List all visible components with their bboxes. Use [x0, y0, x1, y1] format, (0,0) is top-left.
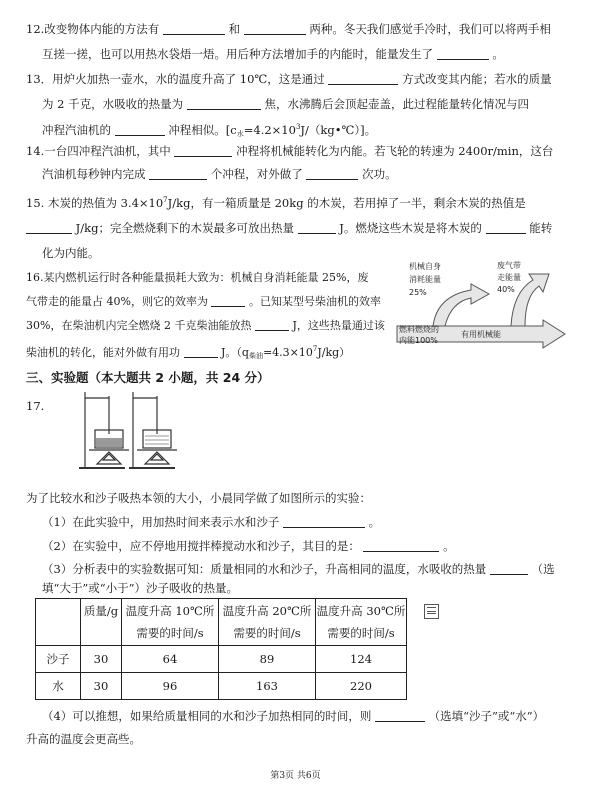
answer-blank[interactable] — [306, 167, 358, 180]
table-cell-t10: 64 — [122, 646, 219, 673]
table-cell-mass: 30 — [81, 646, 122, 673]
answer-blank[interactable] — [490, 562, 528, 575]
table-cell-t10: 96 — [122, 673, 219, 700]
answer-blank[interactable] — [174, 144, 232, 157]
table-cell-mass: 30 — [81, 673, 122, 700]
q17-part2: （2）在实验中，应不停地用搅拌棒搅动水和沙子，其目的是： 。 — [42, 539, 455, 553]
table-cell-t20: 163 — [219, 673, 316, 700]
q17-part3-line1: （3）分析表中的实验数据可知：质量相同的水和沙子，升高相同的温度，水吸收的热量 （选 — [42, 562, 555, 576]
q12-line1: 12.改变物体内能的方法有 和 两种。冬天我们感觉手冷时，我们可以将两手相 — [26, 22, 551, 36]
q15-line3: 化为内能。 — [42, 246, 100, 260]
answer-blank[interactable] — [244, 22, 306, 35]
table-cell-t20: 89 — [219, 646, 316, 673]
exhaust-loss-label-1: 废气带 — [497, 261, 521, 270]
answer-blank[interactable] — [298, 221, 336, 234]
page-footer: 第3页 共6页 — [270, 771, 321, 781]
q13-line3: 冲程汽油机的 冲程相似。$[c_水=4.2\times 10^3J/(kg•℃)]$。 — [42, 123, 377, 138]
exhaust-loss-label-3: 40% — [497, 285, 515, 294]
table-cell-t30: 220 — [316, 673, 407, 700]
answer-blank[interactable] — [163, 22, 225, 35]
fuel-energy-label-2: 内能100% — [399, 336, 438, 345]
q15-line2: J/kg；完全燃烧剩下的木炭最多可放出热量 J。燃烧这些木炭是将木炭的 能转 — [26, 220, 552, 236]
mechanical-loss-label-3: 25% — [409, 288, 427, 297]
exhaust-loss-label-2: 走能量 — [497, 273, 521, 282]
table-cell-material: 水 — [36, 673, 81, 700]
table-header-t10: 温度升高 10℃所 需要的时间/s — [122, 599, 219, 646]
q17-part4-line1: （4）可以推想，如果给质量相同的水和沙子加热相同的时间，则 （选填“沙子”或“水”） — [42, 709, 545, 723]
table-corner-cell — [36, 599, 81, 646]
mechanical-loss-label-1: 机械自身 — [409, 262, 441, 271]
table-cell-material: 沙子 — [36, 646, 81, 673]
q17-number: 17. — [26, 399, 45, 413]
experiment-data-table — [35, 598, 407, 700]
fuel-energy-label-1: 燃料燃烧的 — [399, 325, 439, 334]
table-row — [36, 646, 407, 673]
section-heading: 三、实验题（本大题共 2 小题，共 24 分） — [26, 370, 270, 385]
table-header-row — [36, 599, 407, 646]
q13-line1: 13．用炉火加热一壶水，水的温度升高了 10℃，这是通过 方式改变其内能；若水的质量 — [26, 72, 552, 86]
answer-blank[interactable] — [363, 539, 439, 552]
answer-blank[interactable] — [283, 515, 365, 528]
q14-line2: 汽油机每秒钟内完成 个冲程，对外做了 次功。 — [42, 167, 397, 181]
answer-blank[interactable] — [211, 294, 245, 307]
answer-blank[interactable] — [437, 47, 489, 60]
table-header-mass: 质量/g — [81, 599, 122, 646]
q13-line2: 为 2 千克，水吸收的热量为 焦，水沸腾后会顶起壶盖，此过程能量转化情况与四 — [42, 97, 529, 111]
table-row — [36, 673, 407, 700]
table-header-t20: 温度升高 20℃所 需要的时间/s — [219, 599, 316, 646]
q16-line2: 气带走的能量占 40%，则它的效率为 。已知某型号柴油机的效率 — [26, 295, 381, 308]
answer-blank[interactable] — [115, 123, 165, 136]
q16-line1: 16.某内燃机运行时各种能量损耗大致为：机械自身消耗能量 25%，废 — [26, 271, 369, 284]
useful-energy-label: 有用机械能 — [461, 330, 501, 339]
q17-intro: 为了比较水和沙子吸热本领的大小，小晨同学做了如图所示的实验： — [26, 491, 371, 505]
answer-blank[interactable] — [375, 709, 425, 722]
table-cell-t30: 124 — [316, 646, 407, 673]
q16-line4: 柴油机的转化，能对外做有用功 J。$(q_{柴油}=4.3\times 10^7J/kg)$ — [26, 345, 351, 360]
heating-apparatus-illustration — [75, 390, 179, 478]
q14-line1: 14.一台四冲程汽油机，其中 冲程将机械能转化为内能。若飞轮的转速为 2400r/min，这台 — [26, 144, 554, 158]
table-header-t30: 温度升高 30℃所 需要的时间/s — [316, 599, 407, 646]
q17-part3-line2: 填“大于”或“小于”）沙子吸收的热量。 — [42, 581, 239, 595]
energy-flow-diagram — [393, 256, 573, 352]
table-expand-icon[interactable] — [424, 604, 439, 619]
answer-blank[interactable] — [26, 221, 72, 234]
q16-line3: 30%，在柴油机内完全燃烧 2 千克柴油能放热 J，这些热量通过该 — [26, 319, 385, 332]
q15-line1: 15. 木炭的热值为 $3.4\times 10^7J/kg$，有一箱质量是 20kg 的木炭，若用掉了一半，剩余木炭的热值是 — [26, 196, 526, 210]
q17-part1: （1）在此实验中，用加热时间来表示水和沙子 。 — [42, 515, 381, 529]
answer-blank[interactable] — [149, 167, 207, 180]
mechanical-loss-arrow — [433, 284, 489, 326]
answer-blank[interactable] — [486, 221, 526, 234]
answer-blank[interactable] — [255, 318, 289, 331]
answer-blank[interactable] — [184, 345, 218, 358]
mechanical-loss-label-2: 消耗能量 — [409, 275, 441, 284]
q12-line2: 互搓一搓，也可以用热水袋焐一焐。用后种方法增加手的内能时，能量发生了 。 — [42, 47, 504, 61]
answer-blank[interactable] — [328, 72, 398, 85]
answer-blank[interactable] — [187, 97, 261, 110]
q17-part4-line2: 升高的温度会更高些。 — [26, 732, 141, 746]
